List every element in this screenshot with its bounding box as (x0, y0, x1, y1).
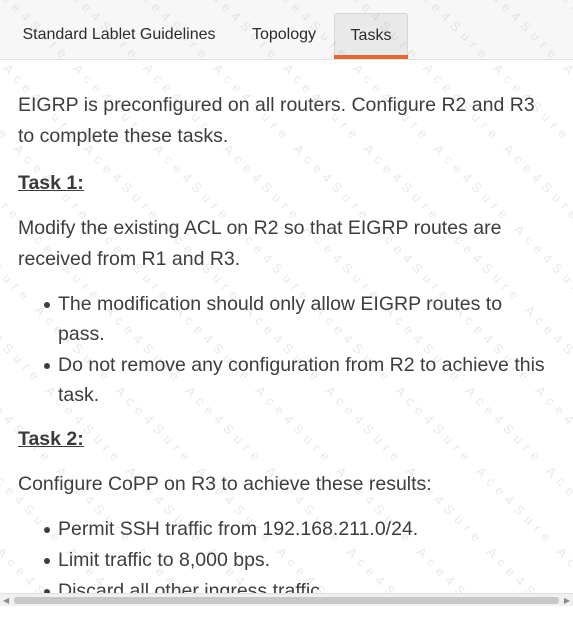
watermark-row: Ace4Sure Ace4Sure Ace4Sure Ace4Sure (0, 0, 573, 606)
scroll-right-arrow-icon[interactable]: ▶ (564, 596, 570, 606)
watermark-row: Ace4Sure Ace4Sure Ace4Sure Ace4Sure Ace4Sure Ace4Sure (59, 0, 573, 606)
watermark-row: Ace4Sure Ace4Sure Ace4Sure Ace4Sure Ace4Sure Ace4Sure Ace4Sure (0, 0, 573, 606)
task2-heading: Task 2: (18, 424, 548, 455)
watermark-row: Ace4Sure Ace4Sure (339, 0, 573, 606)
horizontal-scrollbar[interactable] (0, 593, 573, 606)
intro-text: EIGRP is preconfigured on all routers. Configure R2 and R3 to complete these tasks. (18, 90, 548, 152)
watermark-row: Ace4Sure Ace4Sure Ace4Sure (269, 0, 573, 606)
scrollbar-thumb[interactable] (14, 597, 559, 604)
watermark-row: Ace4Sure Ace4Sure Ace4Sure Ace4Sure (199, 0, 573, 606)
watermark-row: Ace4Sure Ace4Sure Ace4Sure Ace4Sure Ace4Sure Ace4Sure Ace4Sure (0, 0, 573, 606)
list-item: Do not remove any configuration from R2 to achieve this task. (58, 350, 548, 410)
watermark-row: Ace4Sure Ace4Sure (0, 0, 471, 606)
list-item: Discard all other ingress traffic. (58, 576, 548, 606)
tasks-content (18, 90, 548, 620)
watermark-row: Ace4Sure Ace4Sure Ace4Sure (0, 0, 541, 606)
watermark-row: Ace4Sure (0, 0, 401, 606)
list-item: Permit SSH traffic from 192.168.211.0/24. (58, 514, 548, 544)
watermark-row (549, 0, 573, 606)
task1-heading: Task 1: (18, 168, 548, 199)
scroll-left-arrow-icon[interactable]: ◀ (3, 596, 9, 606)
task1-description: Modify the existing ACL on R2 so that EIGRP routes are received from R1 and R3. (18, 213, 548, 275)
watermark-row: Ace4Sure (479, 0, 573, 606)
watermark-row: Ace4Sure Ace4Sure Ace4Sure Ace4Sure Ace4Sure Ace4Sure (0, 0, 573, 606)
tab-standard-lablet-guidelines[interactable]: Standard Lablet Guidelines (10, 13, 228, 59)
task1-bullets (18, 289, 548, 410)
watermark-row: Ace4Sure Ace4Sure Ace4Sure Ace4Sure Ace4Sure Ace4Sure Ace4Sure (0, 0, 573, 606)
tab-tasks[interactable]: Tasks (334, 13, 408, 59)
tab-topology[interactable]: Topology (240, 13, 328, 59)
tab-bar (0, 0, 573, 60)
list-item: Limit traffic to 8,000 bps. (58, 545, 548, 575)
watermark-row: Ace4Sure Ace4Sure Ace4Sure Ace4Sure Ace4Sure (0, 0, 573, 606)
watermark-row: Ace4Sure Ace4Sure Ace4Sure Ace4Sure Ace4Sure (129, 0, 573, 606)
list-item: The modification should only allow EIGRP routes to pass. (58, 289, 548, 349)
task2-description: Configure CoPP on R3 to achieve these results: (18, 469, 548, 500)
watermark-row: Ace4Sure Ace4Sure (409, 0, 573, 606)
